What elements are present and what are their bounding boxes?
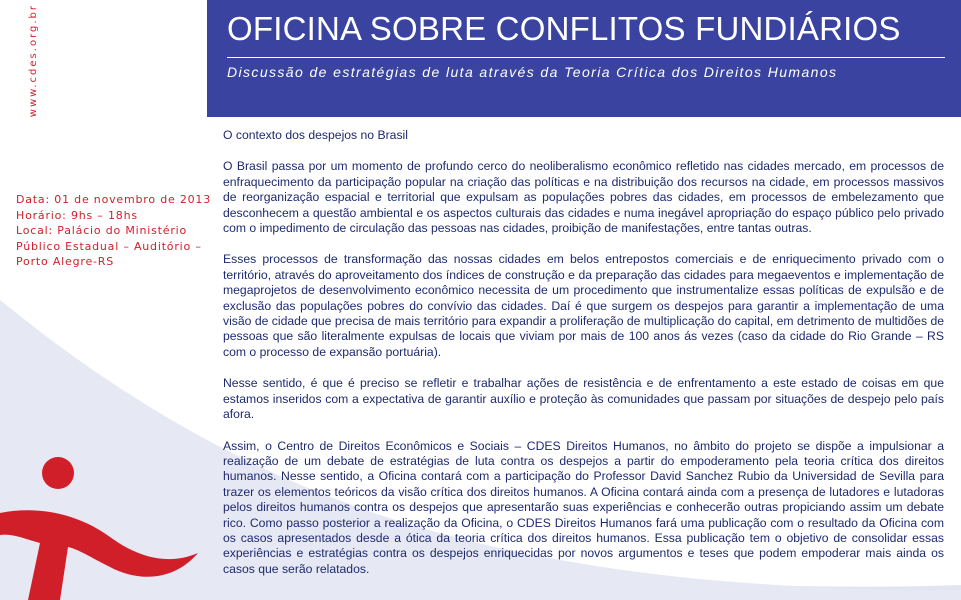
paragraph-2: Esses processos de transformação das nossas cidades em belos entrepostos comerciais e de enriquecimento privado com o território, através do aproveitamento dos índices de construção e da preparação das cidades para megaeventos e implementação de megaprojetos de desenvolvimento econômico necessita de um procedimento que instrumentalize essas políticas de expulsão e de exclusão das populações pobres do convívio das cidades. Daí é que surgem os despejos para garantir a implementação de uma visão de cidade que precisa de mais território para expandir a proliferação de multiplicação do capital, em detrimento de multidões de pessoas que são literalmente expulsas de locais que viviam por mais de 100 anos ás vezes (caso da cidade do Rio Grande – RS com o processo de expansão portuária). (223, 252, 944, 359)
paragraph-3: Nesse sentido, é que é preciso se refletir e trabalhar ações de resistência e de enfrentamento a este estado de coisas em que estamos inseridos com a expectativa de garantir auxílio e proteção às comunidades que passam por situações de despejo pelo país afora. (223, 376, 944, 422)
header-banner (207, 0, 961, 117)
cdes-logo-icon (0, 455, 200, 600)
main-content (223, 128, 944, 593)
event-location-line-3: Porto Alegre-RS (16, 255, 115, 268)
section-title: O contexto dos despejos no Brasil (223, 128, 408, 142)
event-location-line-1: Local: Palácio do Ministério (16, 224, 188, 237)
page-subtitle: Discussão de estratégias de luta através da Teoria Crítica dos Direitos Humanos (227, 64, 838, 80)
event-time: Horário: 9hs – 18hs (16, 208, 138, 222)
page-title: OFICINA SOBRE CONFLITOS FUNDIÁRIOS (227, 10, 901, 47)
header-divider (227, 57, 945, 58)
paragraph-4: Assim, o Centro de Direitos Econômicos e Sociais – CDES Direitos Humanos, no âmbito do projeto se dispõe a impulsionar a realização de um debate de estratégias de luta contra os despejos a partir do empoderamento pela teoria crítica dos direitos humanos. Nesse sentido, a Oficina contará com a participação do Professor David Sanchez Rubio da Universidad de Sevilla para trazer os elementos teóricos da visão crítica dos direitos humanos. A Oficina contará ainda com a presença de lutadores e lutadoras pelos direitos humanos contra os despejos que apresentarão suas experiências e conhecerão outras propiciando assim um debate rico. Como passo posterior a realização da Oficina, o CDES Direitos Humanos fará uma publicação com o resultado da Oficina com os casos apresentados desde a ótica da teoria crítica dos direitos humanos. Essa publicação tem o objetivo de consolidar essas experiências e estratégias contra os despejos enriquecidas por novos argumentos e teses que podem empoderar mais ainda os casos que serão relatados. (223, 438, 944, 576)
event-date: Data: 01 de novembro de 2013 (16, 193, 212, 206)
paragraph-1: O Brasil passa por um momento de profundo cerco do neoliberalismo econômico refletido nas cidades mercado, em processos de enfraquecimento da participação popular na criação das políticas e na distribuição dos recursos na cidade, em processos massivos de reorganização espacial e territorial que expulsam as populações pobres das cidades, em processos de embelezamento que desconhecem a questão ambiental e os aspectos culturais das cidades e numa inegável apropriação do espaço público pelo privado com o impedimento de circulação das pessoas nas cidades, proibição de manifestações, entre tantas outras. (223, 159, 944, 236)
website-link[interactable]: www.cdes.org.br (28, 4, 39, 118)
event-info (16, 192, 212, 270)
event-location-line-2: Público Estadual – Auditório – (16, 239, 202, 253)
